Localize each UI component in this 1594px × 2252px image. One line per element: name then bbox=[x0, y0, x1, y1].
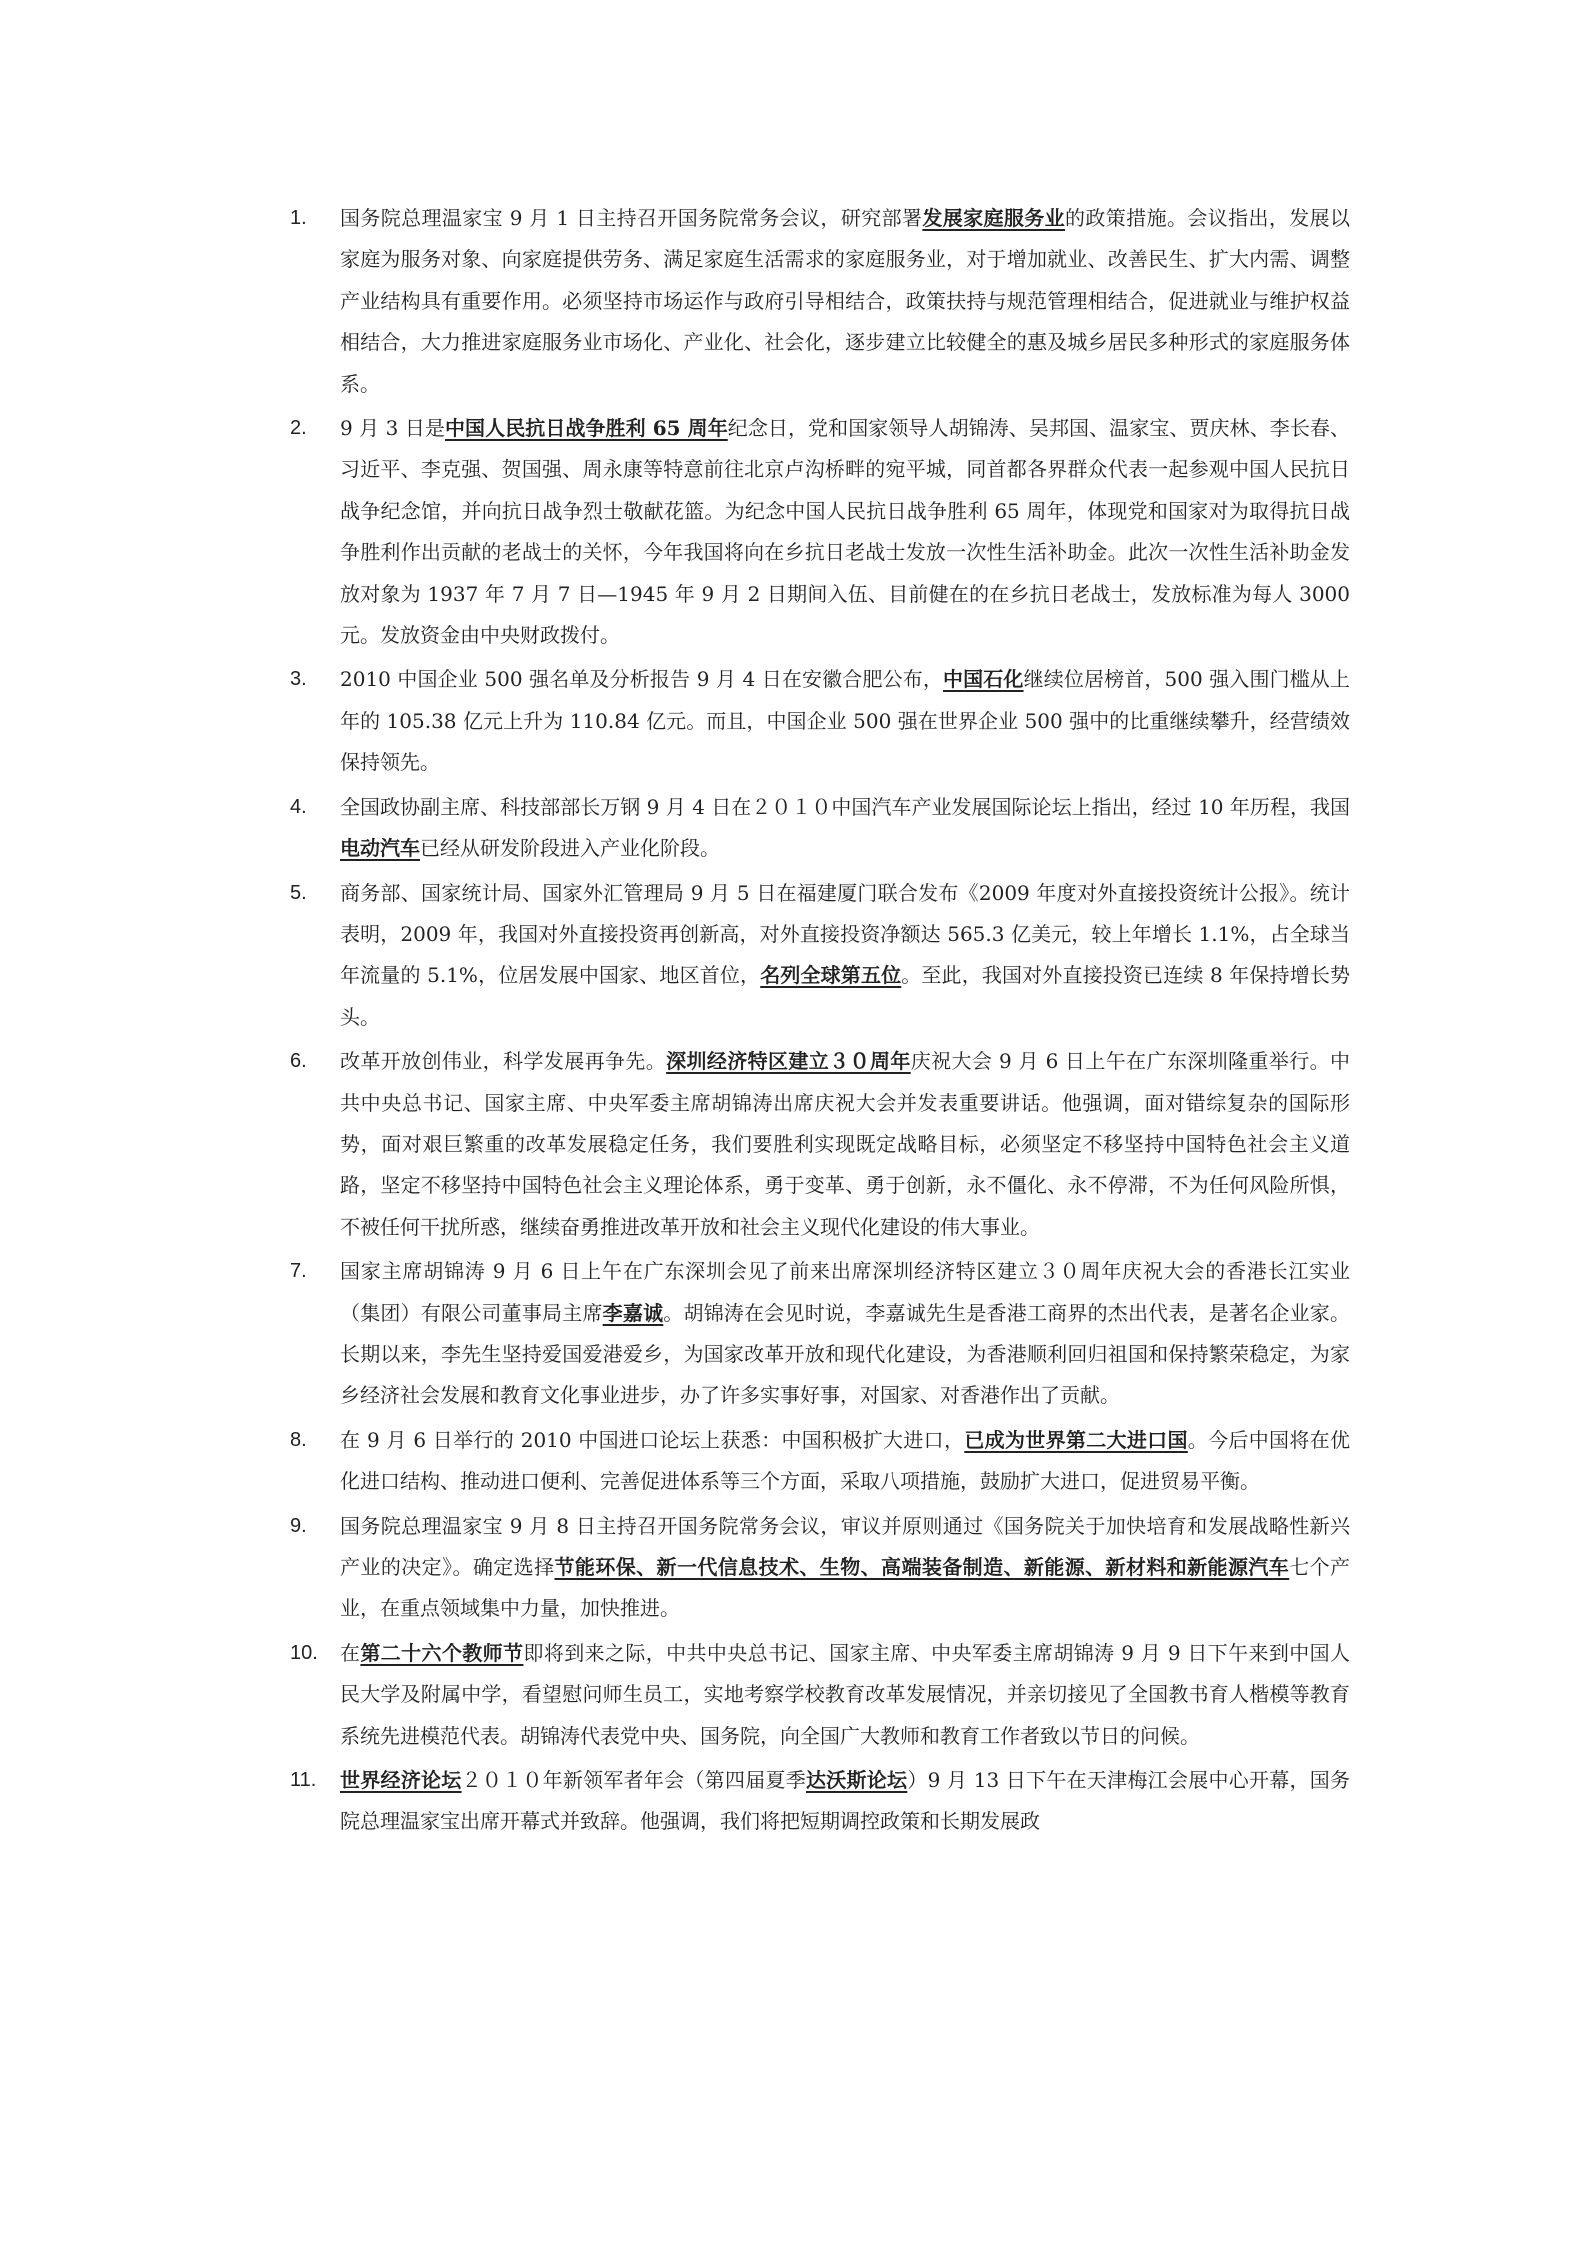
item-text bbox=[340, 416, 1350, 647]
item-number: 2. bbox=[290, 417, 307, 440]
list-item bbox=[290, 1506, 1350, 1630]
text-run: 9 月 3 日是 bbox=[340, 416, 445, 441]
highlighted-phrase: 名列全球第五位 bbox=[760, 963, 902, 988]
highlighted-phrase: 李嘉诚 bbox=[602, 1300, 664, 1325]
text-run: 即将到来之际，中共中央总书记、国家主席、中央军委主席胡锦涛 9 月 9 日下午来到中国人民大学及附属中学，看望慰问师生员工，实地考察学校教育改革发展情况，并亲切接见了全国教书育人楷模等教育系统先进模范代表。胡锦涛代表党中央、国务院，向全国广大教师和教育工作者致以节日的问候。 bbox=[340, 1640, 1351, 1748]
item-number: 1. bbox=[290, 207, 307, 229]
list-item bbox=[290, 1041, 1350, 1248]
list-item bbox=[290, 1251, 1350, 1417]
text-run: 国务院总理温家宝 9 月 1 日主持召开国务院常务会议，研究部署 bbox=[340, 206, 923, 230]
item-text bbox=[340, 1259, 1350, 1407]
item-text bbox=[340, 667, 1350, 774]
highlighted-phrase: 中国石化 bbox=[943, 667, 1024, 692]
text-run: ）9 月 13 日下午在天津梅江会展中心开幕，国务院总理温家宝出席开幕式并致辞。他强调，我们将把短期调控政策和长期发展政 bbox=[340, 1768, 1351, 1834]
list-item bbox=[290, 1633, 1350, 1757]
text-run: 2010 中国企业 500 强名单及分析报告 9 月 4 日在安徽合肥公布， bbox=[340, 667, 943, 692]
highlighted-phrase: 中国人民抗日战争胜利 65 周年 bbox=[444, 416, 728, 441]
item-number: 7. bbox=[290, 1260, 307, 1283]
text-run: ２０１０年新领军者年会（第四届夏季 bbox=[461, 1768, 806, 1793]
text-run: 。至此，我国对外直接投资已连续 8 年保持增长势头。 bbox=[340, 963, 1351, 1029]
text-run: 改革开放创伟业，科学发展再争先。 bbox=[340, 1049, 667, 1074]
highlighted-phrase: 已成为世界第二大进口国 bbox=[964, 1427, 1188, 1452]
item-text bbox=[340, 206, 1350, 396]
item-number: 8. bbox=[290, 1428, 307, 1451]
list-item bbox=[290, 408, 1350, 656]
list-item bbox=[290, 1420, 1350, 1503]
item-text bbox=[340, 1428, 1350, 1493]
text-run: 已经从研发阶段进入产业化阶段。 bbox=[420, 836, 720, 861]
item-text bbox=[340, 795, 1350, 860]
text-run: 全国政协副主席、科技部部长万钢 9 月 4 日在２０１０中国汽车产业发展国际论坛上指出，经过 10 年历程，我国 bbox=[340, 794, 1350, 819]
item-text bbox=[340, 1049, 1350, 1239]
list-item bbox=[290, 659, 1350, 783]
item-text bbox=[340, 1768, 1350, 1833]
text-run: 。胡锦涛在会见时说，李嘉诚先生是香港工商界的杰出代表，是著名企业家。长期以来，李先生坚持爱国爱港爱乡，为国家改革开放和现代化建设，为香港顺利回归祖国和保持繁荣稳定，为家乡经济社会发展和教育文化事业进步，办了许多实事好事，对国家、对香港作出了贡献。 bbox=[340, 1300, 1351, 1408]
item-text bbox=[340, 1514, 1350, 1621]
list-item bbox=[290, 1760, 1350, 1843]
item-number: 11. bbox=[290, 1769, 317, 1792]
news-list bbox=[290, 198, 1350, 1846]
highlighted-phrase: 发展家庭服务业 bbox=[922, 206, 1066, 230]
text-run: 继续位居榜首，500 强入围门槛从上年的 105.38 亿元上升为 110.84 亿元。而且，中国企业 500 强在世界企业 500 强中的比重继续攀升，经营绩效保持领先。 bbox=[340, 667, 1351, 775]
highlighted-phrase: 电动汽车 bbox=[340, 836, 420, 861]
highlighted-phrase: 达沃斯论坛 bbox=[806, 1768, 908, 1793]
item-number: 4. bbox=[290, 795, 307, 818]
text-run: 在 9 月 6 日举行的 2010 中国进口论坛上获悉：中国积极扩大进口， bbox=[340, 1427, 965, 1452]
item-number: 6. bbox=[290, 1050, 307, 1073]
item-text bbox=[340, 1641, 1350, 1748]
highlighted-phrase: 节能环保、新一代信息技术、生物、高端装备制造、新能源、新材料和新能源汽车 bbox=[554, 1555, 1290, 1579]
text-run: 商务部、国家统计局、国家外汇管理局 9 月 5 日在福建厦门联合发布《2009 年度对外直接投资统计公报》。统计表明，2009 年，我国对外直接投资再创新高，对外直接投资净额达 565.3 亿美元，较上年增长 1.1%，占全球当年流量的 5.1%，位居发展中国家、地区首位， bbox=[340, 880, 1350, 988]
item-number: 9. bbox=[290, 1514, 307, 1537]
text-run: 七个产业，在重点领域集中力量，加快推进。 bbox=[340, 1555, 1351, 1621]
highlighted-phrase: 第二十六个教师节 bbox=[360, 1640, 524, 1665]
text-run: 。今后中国将在优化进口结构、推动进口便利、完善促进体系等三个方面，采取八项措施，鼓励扩大进口，促进贸易平衡。 bbox=[340, 1427, 1351, 1494]
list-item bbox=[290, 873, 1350, 1039]
text-run: 在 bbox=[340, 1640, 361, 1665]
item-number: 5. bbox=[290, 881, 307, 904]
text-run: 纪念日，党和国家领导人胡锦涛、吴邦国、温家宝、贾庆林、李长春、习近平、李克强、贺国强、周永康等特意前往北京卢沟桥畔的宛平城，同首都各界群众代表一起参观中国人民抗日战争纪念馆，并向抗日战争烈士敬献花篮。为纪念中国人民抗日战争胜利 65 周年，体现党和国家对为取得抗日战争胜利作出贡献的老战士的关怀，今年我国将向在乡抗日老战士发放一次性生活补助金。此次一次性生活补助金发放对象为 1937 年 7 月 7 日—1945 年 9 月 2 日期间入伍、目前健在的在乡抗日老战士，发放标准为每人 3000 元。发放资金由中央财政拨付。 bbox=[340, 416, 1350, 648]
item-number: 3. bbox=[290, 668, 307, 691]
item-number: 10. bbox=[290, 1641, 318, 1664]
text-run: 的政策措施。会议指出，发展以家庭为服务对象、向家庭提供劳务、满足家庭生活需求的家庭服务业，对于增加就业、改善民生、扩大内需、调整产业结构具有重要作用。必须坚持市场运作与政府引导相结合，政策扶持与规范管理相结合，促进就业与维护权益相结合，大力推进家庭服务业市场化、产业化、社会化，逐步建立比较健全的惠及城乡居民多种形式的家庭服务体系。 bbox=[340, 206, 1351, 396]
list-item bbox=[290, 787, 1350, 870]
list-item bbox=[290, 198, 1350, 405]
highlighted-phrase: 世界经济论坛 bbox=[340, 1768, 462, 1793]
text-run: 国务院总理温家宝 9 月 8 日主持召开国务院常务会议，审议并原则通过《国务院关于加快培育和发展战略性新兴产业的决定》。确定选择 bbox=[340, 1513, 1350, 1579]
item-text bbox=[340, 881, 1350, 1029]
highlighted-phrase: 深圳经济特区建立３０周年 bbox=[666, 1049, 911, 1074]
text-run: 庆祝大会 9 月 6 日上午在广东深圳隆重举行。中共中央总书记、国家主席、中央军委主席胡锦涛出席庆祝大会并发表重要讲话。他强调，面对错综复杂的国际形势，面对艰巨繁重的改革发展稳定任务，我们要胜利实现既定战略目标，必须坚定不移坚持中国特色社会主义道路，坚定不移坚持中国特色社会主义理论体系，勇于变革、勇于创新，永不僵化、永不停滞，不为任何风险所惧，不被任何干扰所惑，继续奋勇推进改革开放和社会主义现代化建设的伟大事业。 bbox=[340, 1049, 1351, 1239]
text-run: 国家主席胡锦涛 9 月 6 日上午在广东深圳会见了前来出席深圳经济特区建立３０周年庆祝大会的香港长江实业（集团）有限公司董事局主席 bbox=[340, 1259, 1350, 1325]
